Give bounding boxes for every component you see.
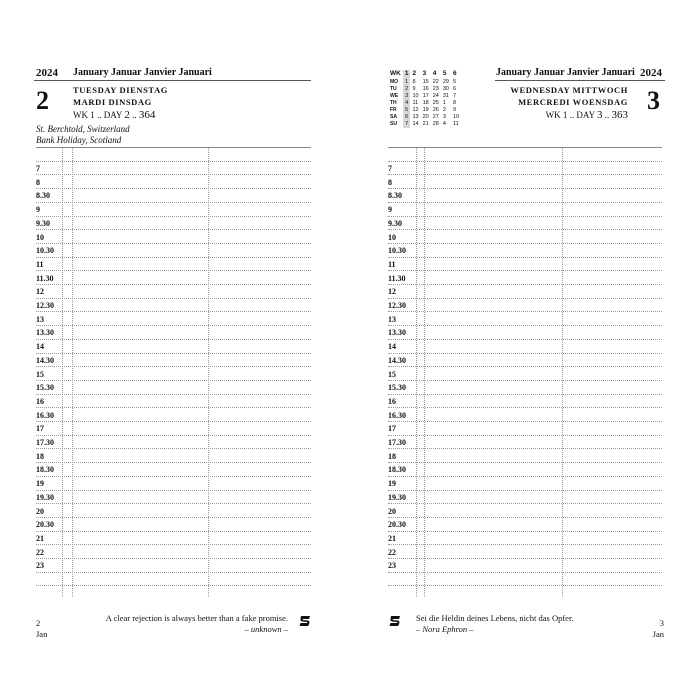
left-hour-label: 16.30	[36, 410, 54, 420]
left-footer-day: 2	[36, 618, 41, 628]
right-hour-label: 9.30	[388, 218, 402, 228]
right-hour-label: 19	[388, 479, 396, 489]
left-grid-line	[36, 558, 311, 559]
left-grid-line	[36, 490, 311, 491]
mini-calendar-row	[388, 79, 461, 86]
left-grid-line	[36, 394, 311, 395]
left-hour-label: 9.30	[36, 218, 50, 228]
mini-calendar-date: 8	[412, 79, 416, 85]
left-hour-label: 19.30	[36, 492, 54, 502]
left-week-sep: ..	[129, 110, 139, 120]
right-hour-label: 9	[388, 205, 392, 215]
mini-calendar-table	[388, 70, 461, 128]
left-hour-label: 13.30	[36, 328, 54, 338]
mini-calendar-date: 11	[412, 100, 419, 106]
mini-calendar-day-name: TU	[390, 86, 397, 92]
right-hour-label: 18.30	[388, 465, 406, 475]
right-grid-line	[388, 298, 662, 299]
left-grid-line	[36, 366, 311, 367]
right-hour-label: 12.30	[388, 301, 406, 310]
right-hour-label: 11	[388, 259, 396, 269]
left-grid-line	[36, 270, 311, 271]
right-week-sep: ..	[602, 110, 612, 120]
mini-calendar-date: 8	[452, 100, 457, 106]
mini-calendar	[388, 70, 461, 128]
right-middle-column-divider	[562, 147, 563, 597]
right-grid-line	[388, 503, 662, 504]
mini-calendar-date: 1	[403, 79, 411, 86]
right-month-title: January Januar Janvier Januari	[496, 67, 635, 78]
left-hour-label: 10	[36, 232, 44, 242]
right-hour-label: 14	[388, 342, 396, 352]
right-grid-line	[388, 366, 662, 367]
brand-logo-icon	[298, 614, 312, 628]
mini-calendar-date: 3	[442, 114, 446, 120]
left-header-rule	[34, 80, 311, 81]
mini-calendar-date: 11	[452, 121, 459, 127]
mini-calendar-date: 14	[412, 121, 419, 127]
right-grid-line	[388, 229, 662, 230]
right-grid-line	[388, 284, 662, 285]
left-hour-label: 15	[36, 369, 44, 379]
mini-calendar-date: 24	[432, 93, 439, 99]
mini-calendar-day-name: SU	[390, 121, 397, 127]
mini-calendar-date: 26	[432, 107, 439, 113]
mini-calendar-date: 17	[422, 93, 429, 99]
mini-calendar-date: 2	[442, 107, 446, 113]
right-hour-label: 15	[388, 369, 396, 379]
mini-calendar-date: 10	[452, 114, 460, 120]
left-grid-line	[36, 421, 311, 422]
left-grid-line	[36, 311, 311, 312]
left-hour-label: 22	[36, 547, 44, 557]
left-quote-author: – unknown –	[244, 624, 288, 634]
right-grid-line	[388, 202, 662, 203]
left-grid-line	[36, 298, 311, 299]
mini-calendar-date: 10	[412, 93, 419, 99]
right-hour-label: 15.30	[388, 383, 406, 393]
left-grid-line	[36, 585, 311, 586]
left-hour-label: 10.30	[36, 246, 54, 256]
mini-calendar-date: 25	[432, 100, 439, 106]
left-grid-line	[36, 229, 311, 230]
mini-calendar-date: 2	[403, 86, 411, 93]
right-quote-author: – Nora Ephron –	[416, 624, 474, 634]
left-hour-label: 7	[36, 164, 40, 173]
right-week-prefix: WK 1 .. DAY	[545, 110, 597, 120]
right-hour-label: 18	[388, 451, 396, 461]
left-hour-label: 14	[36, 342, 44, 352]
left-hour-label: 16	[36, 396, 44, 406]
left-year: 2024	[36, 67, 58, 79]
right-hour-label: 16	[388, 396, 396, 406]
right-grid-line	[388, 270, 662, 271]
left-grid-line	[36, 325, 311, 326]
right-days-remaining: 363	[611, 109, 628, 121]
mini-calendar-date: 27	[432, 114, 439, 120]
left-week-info	[73, 109, 155, 121]
left-grid-line	[36, 462, 311, 463]
left-day-number: 2	[36, 86, 49, 115]
right-grid-line	[388, 216, 662, 217]
right-grid-line	[388, 517, 662, 518]
mini-calendar-date: 9	[452, 107, 457, 113]
right-grid-line	[388, 257, 662, 258]
mini-calendar-date: 12	[412, 107, 419, 113]
mini-calendar-row	[388, 121, 461, 128]
mini-calendar-day-name: TH	[390, 100, 397, 106]
right-footer-day: 3	[659, 618, 664, 628]
mini-calendar-date: 29	[442, 79, 449, 85]
right-grid-line	[388, 243, 662, 244]
right-grid-line	[388, 380, 662, 381]
mini-calendar-date: 31	[442, 93, 449, 99]
left-holiday-2: Bank Holiday, Scotland	[36, 135, 122, 145]
mini-calendar-wk-label: WK	[390, 70, 401, 77]
left-hour-label: 19	[36, 479, 44, 489]
mini-calendar-date: 6	[452, 86, 457, 92]
mini-calendar-date: 15	[422, 79, 429, 85]
right-grid-line	[388, 435, 662, 436]
right-hour-label: 7	[388, 164, 392, 173]
right-hour-label: 13	[388, 314, 396, 324]
mini-calendar-row	[388, 114, 461, 121]
right-grid-line	[388, 558, 662, 559]
right-hour-label: 17	[388, 424, 396, 434]
left-footer-month: Jan	[36, 629, 48, 639]
right-hour-label: 19.30	[388, 492, 406, 502]
mini-calendar-date: 16	[422, 86, 429, 92]
left-hour-label: 20.30	[36, 520, 54, 530]
left-grid-line	[36, 572, 311, 573]
right-grid-line	[388, 353, 662, 354]
right-hour-label: 10	[388, 232, 396, 242]
right-week-info	[546, 109, 628, 121]
mini-calendar-date: 5	[452, 79, 457, 85]
right-margin-divider	[416, 147, 417, 597]
mini-calendar-row	[388, 86, 461, 93]
right-grid-line	[388, 462, 662, 463]
mini-calendar-date: 21	[422, 121, 429, 127]
right-hour-label: 22	[388, 547, 396, 557]
right-hour-label: 8.30	[388, 191, 402, 201]
mini-calendar-day-name: SA	[390, 114, 397, 120]
left-day-of-year: 2	[124, 109, 130, 121]
left-dayname-line2: MARDI DINSDAG	[73, 97, 152, 107]
right-hour-label: 11.30	[388, 273, 406, 283]
left-hour-label: 8	[36, 177, 40, 187]
right-grid-line	[388, 544, 662, 545]
right-grid-line	[388, 325, 662, 326]
mini-calendar-week-number: 6	[452, 70, 457, 77]
left-schedule-grid[interactable]	[36, 147, 311, 597]
left-grid-line	[36, 243, 311, 244]
left-grid-line	[36, 257, 311, 258]
mini-calendar-row	[388, 93, 461, 100]
left-grid-line	[36, 216, 311, 217]
mini-calendar-date: 6	[403, 114, 411, 121]
right-grid-line	[388, 147, 662, 148]
left-grid-line	[36, 202, 311, 203]
left-middle-column-divider	[208, 147, 209, 597]
left-quote-block	[48, 613, 288, 635]
left-grid-line	[36, 284, 311, 285]
left-hour-label: 11	[36, 259, 44, 269]
right-grid-line	[388, 421, 662, 422]
left-grid-line	[36, 448, 311, 449]
right-grid-line	[388, 448, 662, 449]
mini-calendar-date: 20	[422, 114, 429, 120]
right-hour-label: 23	[388, 561, 396, 571]
left-hour-label: 21	[36, 533, 44, 543]
mini-calendar-row	[388, 100, 461, 107]
left-month-title: January Januar Janvier Januari	[73, 67, 212, 78]
mini-calendar-week-number: 3	[422, 70, 427, 77]
mini-calendar-date: 4	[403, 100, 411, 107]
mini-calendar-date: 4	[442, 121, 446, 127]
left-grid-line	[36, 435, 311, 436]
right-grid-line	[388, 311, 662, 312]
left-hour-label: 17.30	[36, 438, 54, 447]
left-hour-label: 12	[36, 287, 44, 297]
right-hour-label: 20.30	[388, 520, 406, 530]
left-hour-label: 13	[36, 314, 44, 324]
right-grid-line	[388, 174, 662, 175]
left-holiday-1: St. Berchtold, Switzerland	[36, 124, 130, 134]
left-hour-label: 11.30	[36, 273, 54, 283]
left-grid-line	[36, 353, 311, 354]
mini-calendar-date: 19	[422, 107, 429, 113]
mini-calendar-date: 18	[422, 100, 429, 106]
right-grid-line	[388, 188, 662, 189]
left-hour-label: 9	[36, 205, 40, 215]
right-hour-label: 16.30	[388, 410, 406, 420]
mini-calendar-week-number: 4	[432, 70, 437, 77]
mini-calendar-date: 22	[432, 79, 439, 85]
right-grid-line	[388, 161, 662, 162]
left-grid-line	[36, 188, 311, 189]
left-quote-text: A clear rejection is always better than a fake promise.	[105, 613, 288, 623]
brand-logo-icon	[388, 614, 402, 628]
mini-calendar-date: 13	[412, 114, 419, 120]
right-hour-label: 14.30	[388, 355, 406, 365]
right-hour-label: 17.30	[388, 438, 406, 447]
left-hour-label: 14.30	[36, 355, 54, 365]
right-hour-label: 13.30	[388, 328, 406, 338]
right-quote-text: Sei die Heldin deines Lebens, nicht das Opfer.	[416, 613, 574, 623]
mini-calendar-date: 7	[452, 93, 457, 99]
right-hour-label: 10.30	[388, 246, 406, 256]
left-grid-line	[36, 174, 311, 175]
right-day-of-year: 3	[597, 109, 603, 121]
left-hour-label: 15.30	[36, 383, 54, 393]
left-hour-label: 18.30	[36, 465, 54, 475]
mini-calendar-day-name: WE	[390, 93, 399, 99]
right-grid-line	[388, 407, 662, 408]
mini-calendar-date: 1	[442, 100, 446, 106]
left-hour-label: 23	[36, 561, 44, 571]
left-hour-label: 18	[36, 451, 44, 461]
left-grid-line	[36, 476, 311, 477]
mini-calendar-date: 23	[432, 86, 439, 92]
left-dayname-line1: TUESDAY DIENSTAG	[73, 85, 169, 95]
left-grid-line	[36, 380, 311, 381]
left-margin-divider	[62, 147, 63, 597]
right-grid-line	[388, 585, 662, 586]
right-hour-label: 12	[388, 287, 396, 297]
mini-calendar-week-number: 2	[412, 70, 417, 77]
right-hour-label: 21	[388, 533, 396, 543]
right-schedule-grid[interactable]	[388, 147, 662, 597]
right-year: 2024	[640, 67, 662, 79]
right-footer-month: Jan	[652, 629, 664, 639]
mini-calendar-date: 30	[442, 86, 449, 92]
right-dayname-line1: WEDNESDAY MITTWOCH	[510, 85, 628, 95]
right-grid-line	[388, 394, 662, 395]
right-grid-line	[388, 572, 662, 573]
right-quote-block	[416, 613, 656, 635]
left-grid-line	[36, 531, 311, 532]
left-grid-line	[36, 407, 311, 408]
right-hour-label: 20	[388, 506, 396, 516]
mini-calendar-header	[388, 70, 461, 79]
left-grid-line	[36, 503, 311, 504]
mini-calendar-date: 28	[432, 121, 439, 127]
left-days-remaining: 364	[138, 109, 156, 121]
left-hour-label: 12.30	[36, 301, 54, 310]
right-day-number: 3	[647, 86, 660, 115]
mini-calendar-week-number: 1	[404, 70, 409, 77]
right-grid-line	[388, 531, 662, 532]
right-dayname-line2: MERCREDI WOENSDAG	[518, 97, 628, 107]
right-time-column-divider	[424, 147, 425, 597]
left-grid-line	[36, 147, 311, 148]
left-hour-label: 8.30	[36, 191, 50, 201]
mini-calendar-date: 9	[412, 86, 416, 92]
mini-calendar-date: 5	[403, 107, 411, 114]
left-grid-line	[36, 161, 311, 162]
right-grid-line	[388, 339, 662, 340]
mini-calendar-day-name: MO	[390, 79, 399, 85]
right-grid-line	[388, 476, 662, 477]
mini-calendar-week-number: 5	[442, 70, 447, 77]
left-week-prefix: WK 1 .. DAY	[73, 110, 125, 120]
left-grid-line	[36, 339, 311, 340]
mini-calendar-day-name: FR	[390, 107, 397, 113]
mini-calendar-date: 7	[403, 121, 411, 128]
left-hour-label: 17	[36, 424, 44, 434]
left-time-column-divider	[72, 147, 73, 597]
mini-calendar-row	[388, 107, 461, 114]
left-hour-label: 20	[36, 506, 44, 516]
mini-calendar-date: 3	[403, 93, 411, 100]
left-grid-line	[36, 517, 311, 518]
right-grid-line	[388, 490, 662, 491]
right-header-rule	[495, 80, 665, 81]
left-grid-line	[36, 544, 311, 545]
right-hour-label: 8	[388, 177, 392, 187]
